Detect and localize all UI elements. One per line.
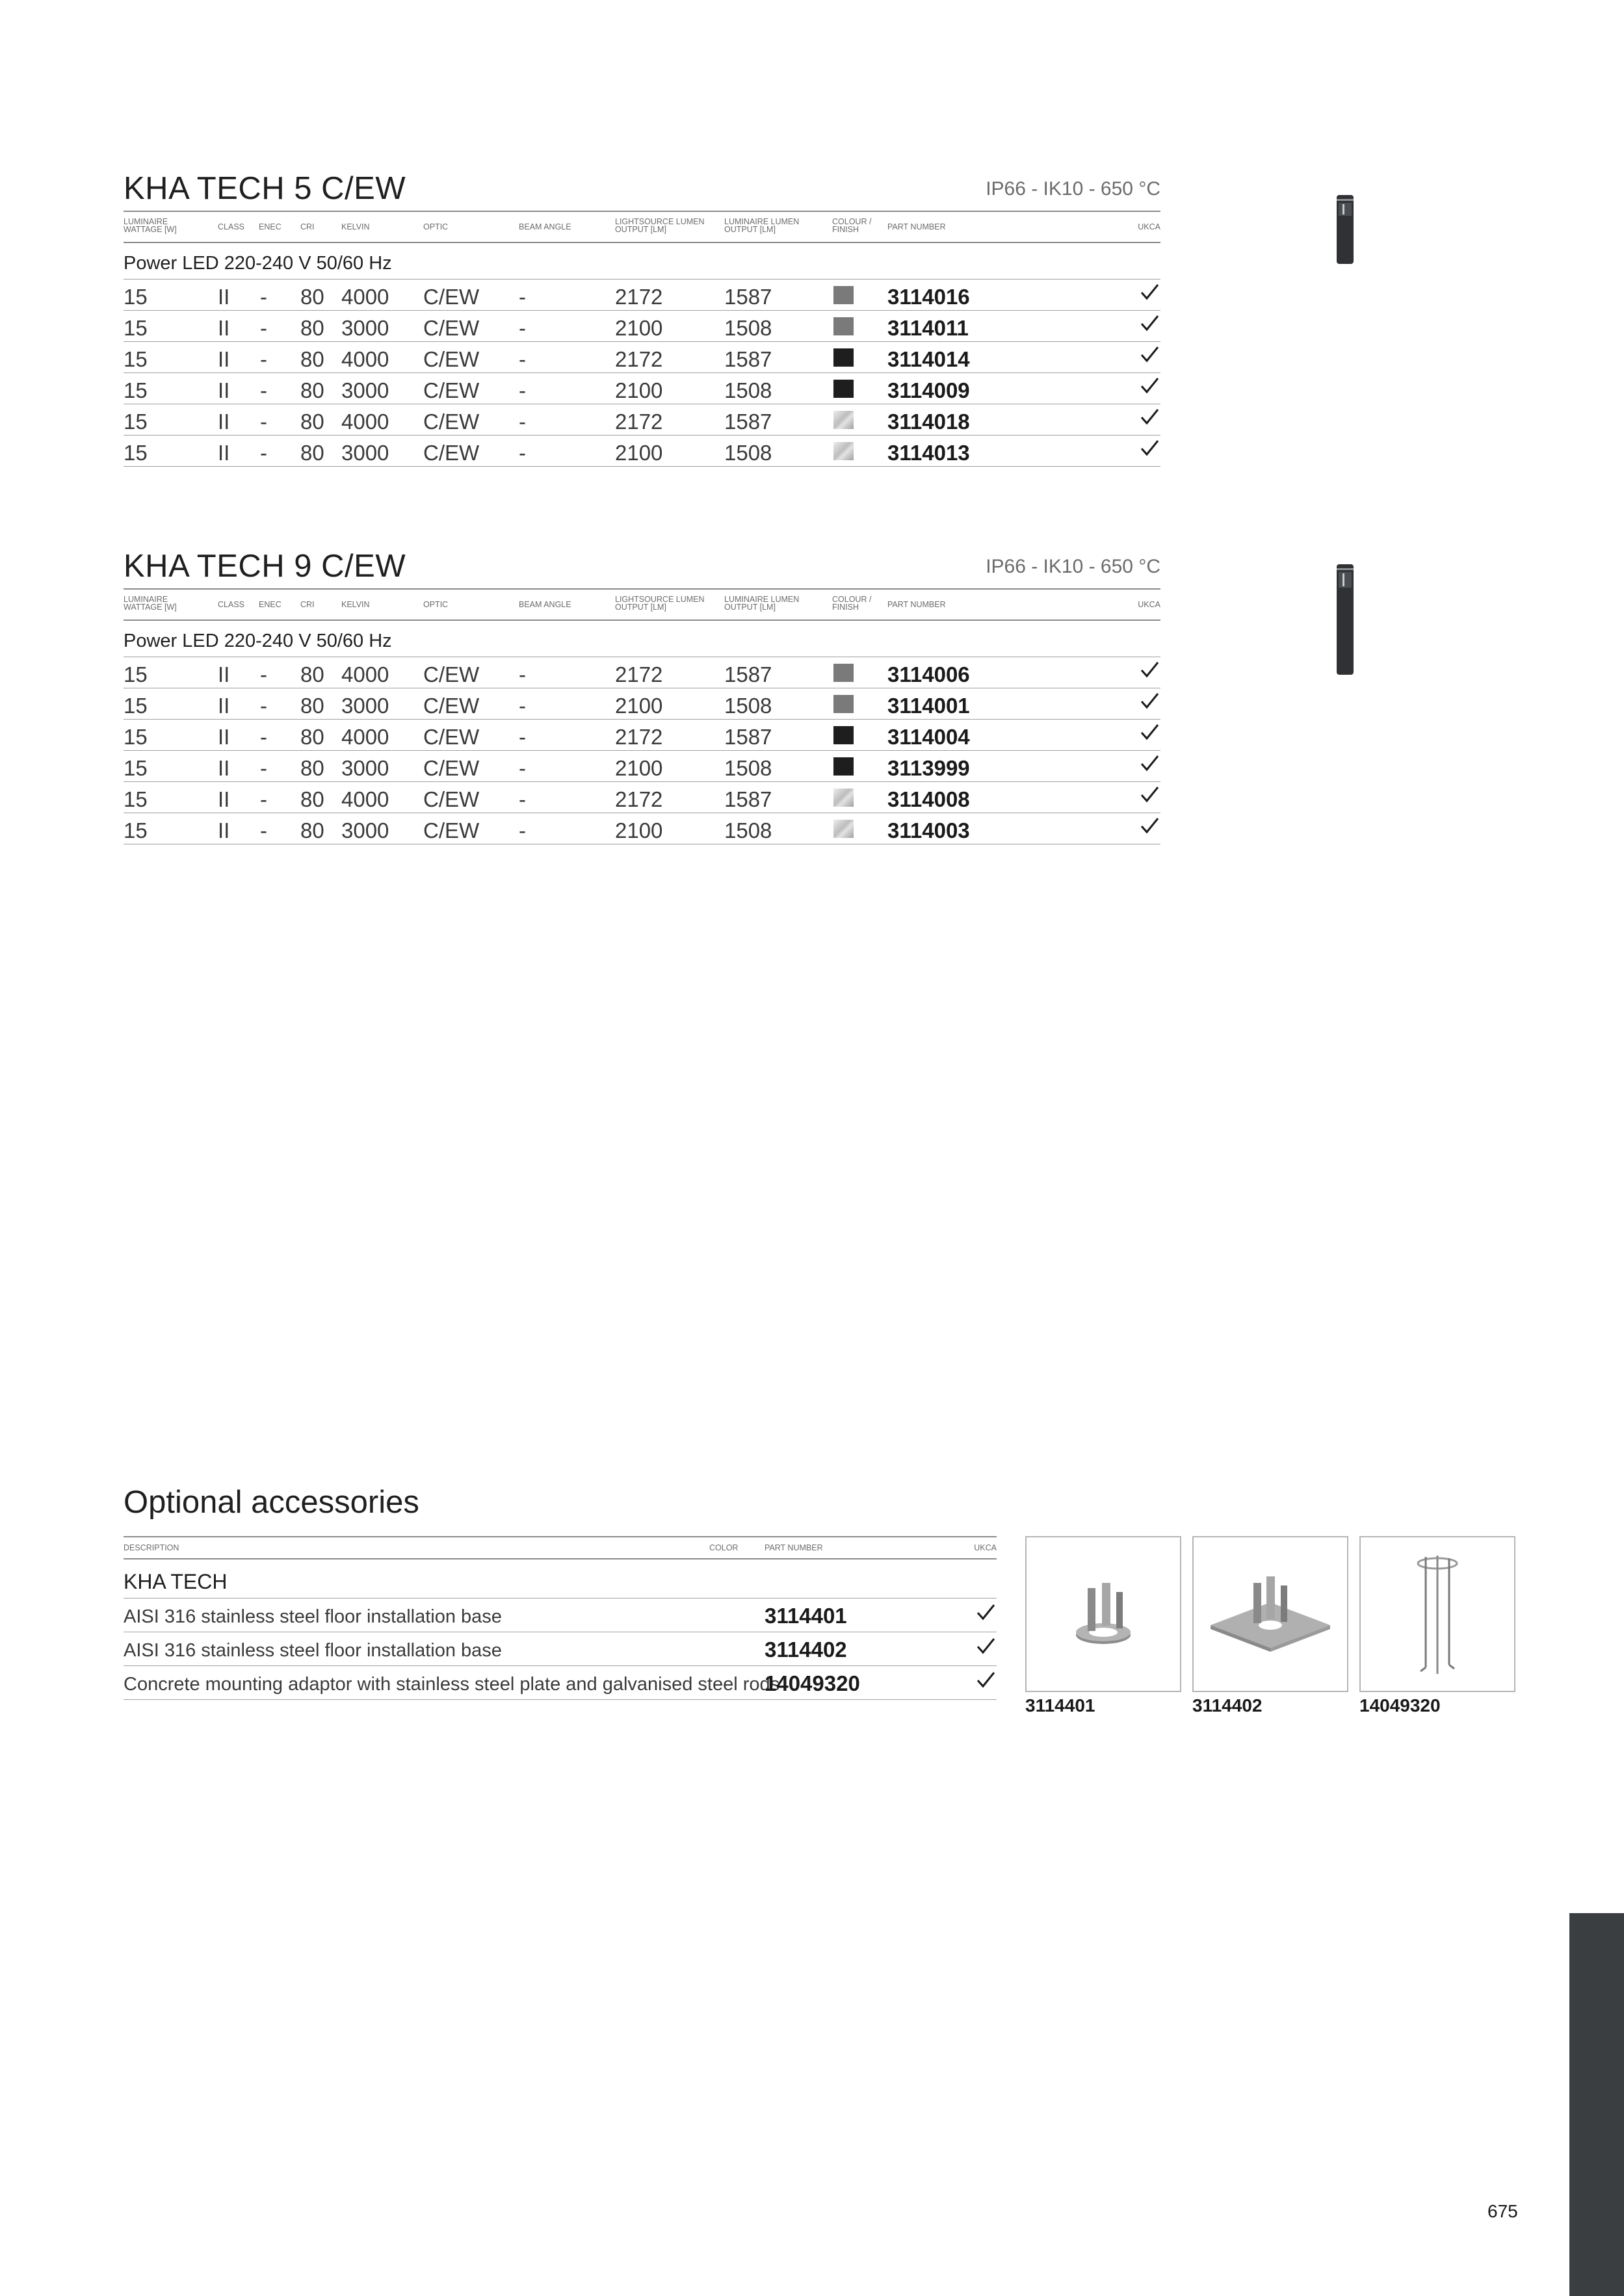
header-kelvin: KELVIN: [341, 600, 370, 609]
table-row: [124, 373, 1160, 404]
cell-enec: -: [260, 378, 267, 402]
cell-part-number: 3114006: [887, 662, 970, 686]
cell-enec: -: [260, 787, 267, 811]
finish-swatch: [833, 726, 854, 744]
concrete-adaptor-rods-icon: [1361, 1537, 1514, 1691]
cell-wattage: 15: [124, 818, 148, 842]
header-kelvin: KELVIN: [341, 222, 370, 231]
cell-part-number: 3114011: [887, 316, 969, 340]
cell-part-number: 3114013: [887, 441, 970, 465]
cell-lightsource-lumen: 2100: [615, 818, 663, 842]
cell-kelvin: 4000: [341, 725, 389, 749]
cell-luminaire-lumen: 1587: [724, 662, 772, 686]
header-cri: CRI: [300, 600, 315, 609]
header-ukca: UKCA: [1138, 600, 1160, 609]
bollard-short-image: [1334, 195, 1356, 264]
cell-beam-angle: -: [519, 378, 526, 402]
cell-cri: 80: [300, 410, 324, 434]
table-row: [124, 688, 1160, 720]
accessory-description: Concrete mounting adaptor with stainless steel plate and galvanised steel rods: [124, 1674, 780, 1695]
header-lightsource-lumen: LIGHTSOURCE LUMEN OUTPUT [LM]: [615, 217, 705, 234]
header-part-number: PART NUMBER: [765, 1543, 823, 1552]
checkmark-icon: [1138, 312, 1160, 334]
header-colour-finish: COLOUR / FINISH: [832, 217, 872, 234]
group-label: Power LED 220-240 V 50/60 Hz: [124, 631, 392, 651]
cell-class: II: [218, 725, 230, 749]
cell-enec: -: [260, 756, 267, 780]
cell-class: II: [218, 285, 230, 309]
cell-kelvin: 4000: [341, 285, 389, 309]
cell-optic: C/EW: [423, 662, 480, 686]
accessory-part-number: 3114402: [765, 1637, 847, 1662]
accessory-row: [124, 1632, 997, 1666]
accessory-image-14049320: [1359, 1536, 1515, 1692]
cell-optic: C/EW: [423, 285, 480, 309]
cell-wattage: 15: [124, 285, 148, 309]
checkmark-icon: [1138, 752, 1160, 774]
cell-lightsource-lumen: 2172: [615, 410, 663, 434]
header-ukca: UKCA: [974, 1543, 997, 1552]
accessories-title: Optional accessories: [124, 1485, 419, 1520]
cell-luminaire-lumen: 1587: [724, 725, 772, 749]
checkmark-icon: [1138, 690, 1160, 712]
accessory-image-3114402: [1192, 1536, 1348, 1692]
accessory-row: [124, 1666, 997, 1700]
accessory-image-label: 3114402: [1192, 1695, 1263, 1715]
checkmark-icon: [1138, 437, 1160, 459]
cell-class: II: [218, 441, 230, 465]
checkmark-icon: [975, 1601, 997, 1623]
section-title: KHA TECH 5 C/EW: [124, 171, 406, 206]
cell-kelvin: 3000: [341, 378, 389, 402]
finish-swatch: [833, 411, 854, 429]
accessory-rows: [124, 1598, 997, 1700]
cell-cri: 80: [300, 756, 324, 780]
cell-wattage: 15: [124, 694, 148, 718]
bollard-tall-image: [1334, 564, 1356, 675]
cell-kelvin: 4000: [341, 787, 389, 811]
group-label: Power LED 220-240 V 50/60 Hz: [124, 253, 392, 274]
cell-cri: 80: [300, 662, 324, 686]
checkmark-icon: [1138, 406, 1160, 428]
checkmark-icon: [975, 1635, 997, 1657]
cell-optic: C/EW: [423, 441, 480, 465]
cell-lightsource-lumen: 2172: [615, 347, 663, 371]
accessory-part-number: 14049320: [765, 1671, 860, 1695]
page-number: 675: [1487, 2201, 1518, 2221]
cell-wattage: 15: [124, 756, 148, 780]
checkmark-icon: [1138, 659, 1160, 681]
finish-swatch: [833, 380, 854, 398]
cell-optic: C/EW: [423, 347, 480, 371]
product-rows: [124, 279, 1160, 467]
header-luminaire-lumen: LUMINAIRE LUMEN OUTPUT [LM]: [724, 217, 800, 234]
checkmark-icon: [1138, 783, 1160, 805]
cell-beam-angle: -: [519, 662, 526, 686]
cell-wattage: 15: [124, 347, 148, 371]
finish-swatch: [833, 286, 854, 304]
cell-wattage: 15: [124, 410, 148, 434]
accessories-header: [124, 1536, 997, 1559]
cell-enec: -: [260, 316, 267, 340]
cell-enec: -: [260, 347, 267, 371]
cell-kelvin: 4000: [341, 410, 389, 434]
cell-luminaire-lumen: 1508: [724, 756, 772, 780]
cell-part-number: 3114003: [887, 818, 970, 842]
table-row: [124, 813, 1160, 844]
cell-optic: C/EW: [423, 725, 480, 749]
cell-enec: -: [260, 818, 267, 842]
table-row: [124, 404, 1160, 436]
cell-part-number: 3114009: [887, 378, 970, 402]
table-header: [124, 211, 1160, 243]
floor-base-icon: [1027, 1537, 1180, 1691]
table-row: [124, 342, 1160, 373]
accessories-table: [124, 1536, 997, 1699]
cell-beam-angle: -: [519, 316, 526, 340]
cell-enec: -: [260, 441, 267, 465]
cell-class: II: [218, 694, 230, 718]
cell-part-number: 3113999: [887, 756, 970, 780]
cell-enec: -: [260, 725, 267, 749]
cell-beam-angle: -: [519, 756, 526, 780]
cell-beam-angle: -: [519, 347, 526, 371]
cell-luminaire-lumen: 1508: [724, 441, 772, 465]
cell-kelvin: 3000: [341, 316, 389, 340]
header-optic: OPTIC: [423, 222, 449, 231]
cell-lightsource-lumen: 2172: [615, 662, 663, 686]
header-description: DESCRIPTION: [124, 1543, 179, 1552]
checkmark-icon: [975, 1669, 997, 1691]
cell-cri: 80: [300, 441, 324, 465]
table-row: [124, 720, 1160, 751]
cell-luminaire-lumen: 1587: [724, 285, 772, 309]
cell-enec: -: [260, 285, 267, 309]
header-class: CLASS: [218, 600, 244, 609]
accessory-part-number: 3114401: [765, 1604, 847, 1628]
cell-kelvin: 3000: [341, 441, 389, 465]
cell-beam-angle: -: [519, 441, 526, 465]
cell-cri: 80: [300, 694, 324, 718]
header-colour-finish: COLOUR / FINISH: [832, 595, 872, 612]
cell-luminaire-lumen: 1508: [724, 818, 772, 842]
cell-cri: 80: [300, 818, 324, 842]
finish-swatch: [833, 442, 854, 460]
cell-beam-angle: -: [519, 410, 526, 434]
side-tab: [1569, 1913, 1624, 2296]
checkmark-icon: [1138, 374, 1160, 397]
cell-optic: C/EW: [423, 787, 480, 811]
cell-cri: 80: [300, 285, 324, 309]
checkmark-icon: [1138, 815, 1160, 837]
finish-swatch: [833, 820, 854, 838]
cell-kelvin: 4000: [341, 662, 389, 686]
cell-lightsource-lumen: 2100: [615, 694, 663, 718]
cell-beam-angle: -: [519, 725, 526, 749]
cell-luminaire-lumen: 1508: [724, 316, 772, 340]
accessories-group-label: KHA TECH: [124, 1570, 228, 1593]
product-section-kha-tech-9: [124, 548, 1160, 847]
header-color: COLOR: [709, 1543, 739, 1552]
header-optic: OPTIC: [423, 600, 449, 609]
finish-swatch: [833, 348, 854, 367]
cell-optic: C/EW: [423, 694, 480, 718]
header-lightsource-lumen: LIGHTSOURCE LUMEN OUTPUT [LM]: [615, 595, 705, 612]
finish-swatch: [833, 317, 854, 335]
cell-enec: -: [260, 410, 267, 434]
cell-optic: C/EW: [423, 756, 480, 780]
cell-class: II: [218, 818, 230, 842]
cell-beam-angle: -: [519, 285, 526, 309]
header-part-number: PART NUMBER: [887, 600, 946, 609]
finish-swatch: [833, 789, 854, 807]
header-cri: CRI: [300, 222, 315, 231]
product-rows: [124, 657, 1160, 844]
table-row: [124, 657, 1160, 688]
cell-class: II: [218, 756, 230, 780]
cell-luminaire-lumen: 1587: [724, 410, 772, 434]
accessory-description: AISI 316 stainless steel floor installation base: [124, 1606, 502, 1627]
product-section-kha-tech-5: [124, 170, 1160, 469]
cell-lightsource-lumen: 2100: [615, 378, 663, 402]
cell-kelvin: 3000: [341, 818, 389, 842]
cell-kelvin: 4000: [341, 347, 389, 371]
section-rating: IP66 - IK10 - 650 °C: [986, 556, 1160, 577]
cell-class: II: [218, 378, 230, 402]
header-beam-angle: BEAM ANGLE: [519, 222, 571, 231]
accessory-row: [124, 1598, 997, 1632]
cell-cri: 80: [300, 347, 324, 371]
cell-wattage: 15: [124, 378, 148, 402]
accessory-image-3114401: [1025, 1536, 1181, 1692]
header-enec: ENEC: [259, 600, 282, 609]
accessory-image-label: 3114401: [1025, 1695, 1095, 1715]
table-row: [124, 311, 1160, 342]
cell-lightsource-lumen: 2172: [615, 285, 663, 309]
cell-enec: -: [260, 694, 267, 718]
cell-beam-angle: -: [519, 694, 526, 718]
cell-wattage: 15: [124, 725, 148, 749]
finish-swatch: [833, 695, 854, 713]
cell-part-number: 3114014: [887, 347, 970, 371]
cell-luminaire-lumen: 1587: [724, 347, 772, 371]
cell-cri: 80: [300, 787, 324, 811]
header-part-number: PART NUMBER: [887, 222, 946, 231]
checkmark-icon: [1138, 721, 1160, 743]
cell-optic: C/EW: [423, 316, 480, 340]
cell-wattage: 15: [124, 316, 148, 340]
header-class: CLASS: [218, 222, 244, 231]
cell-lightsource-lumen: 2100: [615, 441, 663, 465]
checkmark-icon: [1138, 281, 1160, 303]
cell-enec: -: [260, 662, 267, 686]
header-luminaire-lumen: LUMINAIRE LUMEN OUTPUT [LM]: [724, 595, 800, 612]
table-header: [124, 588, 1160, 621]
cell-cri: 80: [300, 316, 324, 340]
cell-wattage: 15: [124, 441, 148, 465]
cell-class: II: [218, 347, 230, 371]
cell-kelvin: 3000: [341, 756, 389, 780]
finish-swatch: [833, 757, 854, 776]
cell-beam-angle: -: [519, 818, 526, 842]
cell-wattage: 15: [124, 662, 148, 686]
header-beam-angle: BEAM ANGLE: [519, 600, 571, 609]
cell-optic: C/EW: [423, 378, 480, 402]
cell-luminaire-lumen: 1508: [724, 378, 772, 402]
cell-class: II: [218, 410, 230, 434]
cell-cri: 80: [300, 725, 324, 749]
header-wattage: LUMINAIRE WATTAGE [W]: [124, 595, 177, 612]
floor-plate-base-icon: [1194, 1537, 1347, 1691]
cell-part-number: 3114008: [887, 787, 970, 811]
cell-part-number: 3114001: [887, 694, 970, 718]
cell-class: II: [218, 662, 230, 686]
accessory-image-label: 14049320: [1359, 1695, 1441, 1715]
cell-class: II: [218, 316, 230, 340]
cell-optic: C/EW: [423, 818, 480, 842]
cell-class: II: [218, 787, 230, 811]
cell-lightsource-lumen: 2100: [615, 756, 663, 780]
header-wattage: LUMINAIRE WATTAGE [W]: [124, 217, 177, 234]
accessory-description: AISI 316 stainless steel floor installation base: [124, 1640, 502, 1661]
section-title: KHA TECH 9 C/EW: [124, 549, 406, 584]
section-rating: IP66 - IK10 - 650 °C: [986, 178, 1160, 200]
cell-part-number: 3114004: [887, 725, 970, 749]
cell-cri: 80: [300, 378, 324, 402]
cell-part-number: 3114018: [887, 410, 970, 434]
finish-swatch: [833, 664, 854, 682]
table-row: [124, 280, 1160, 311]
table-row: [124, 436, 1160, 467]
table-row: [124, 751, 1160, 782]
checkmark-icon: [1138, 343, 1160, 365]
cell-optic: C/EW: [423, 410, 480, 434]
cell-lightsource-lumen: 2172: [615, 787, 663, 811]
cell-part-number: 3114016: [887, 285, 970, 309]
cell-beam-angle: -: [519, 787, 526, 811]
cell-wattage: 15: [124, 787, 148, 811]
table-row: [124, 782, 1160, 813]
cell-lightsource-lumen: 2100: [615, 316, 663, 340]
cell-lightsource-lumen: 2172: [615, 725, 663, 749]
header-enec: ENEC: [259, 222, 282, 231]
cell-kelvin: 3000: [341, 694, 389, 718]
cell-luminaire-lumen: 1508: [724, 694, 772, 718]
header-ukca: UKCA: [1138, 222, 1160, 231]
cell-luminaire-lumen: 1587: [724, 787, 772, 811]
